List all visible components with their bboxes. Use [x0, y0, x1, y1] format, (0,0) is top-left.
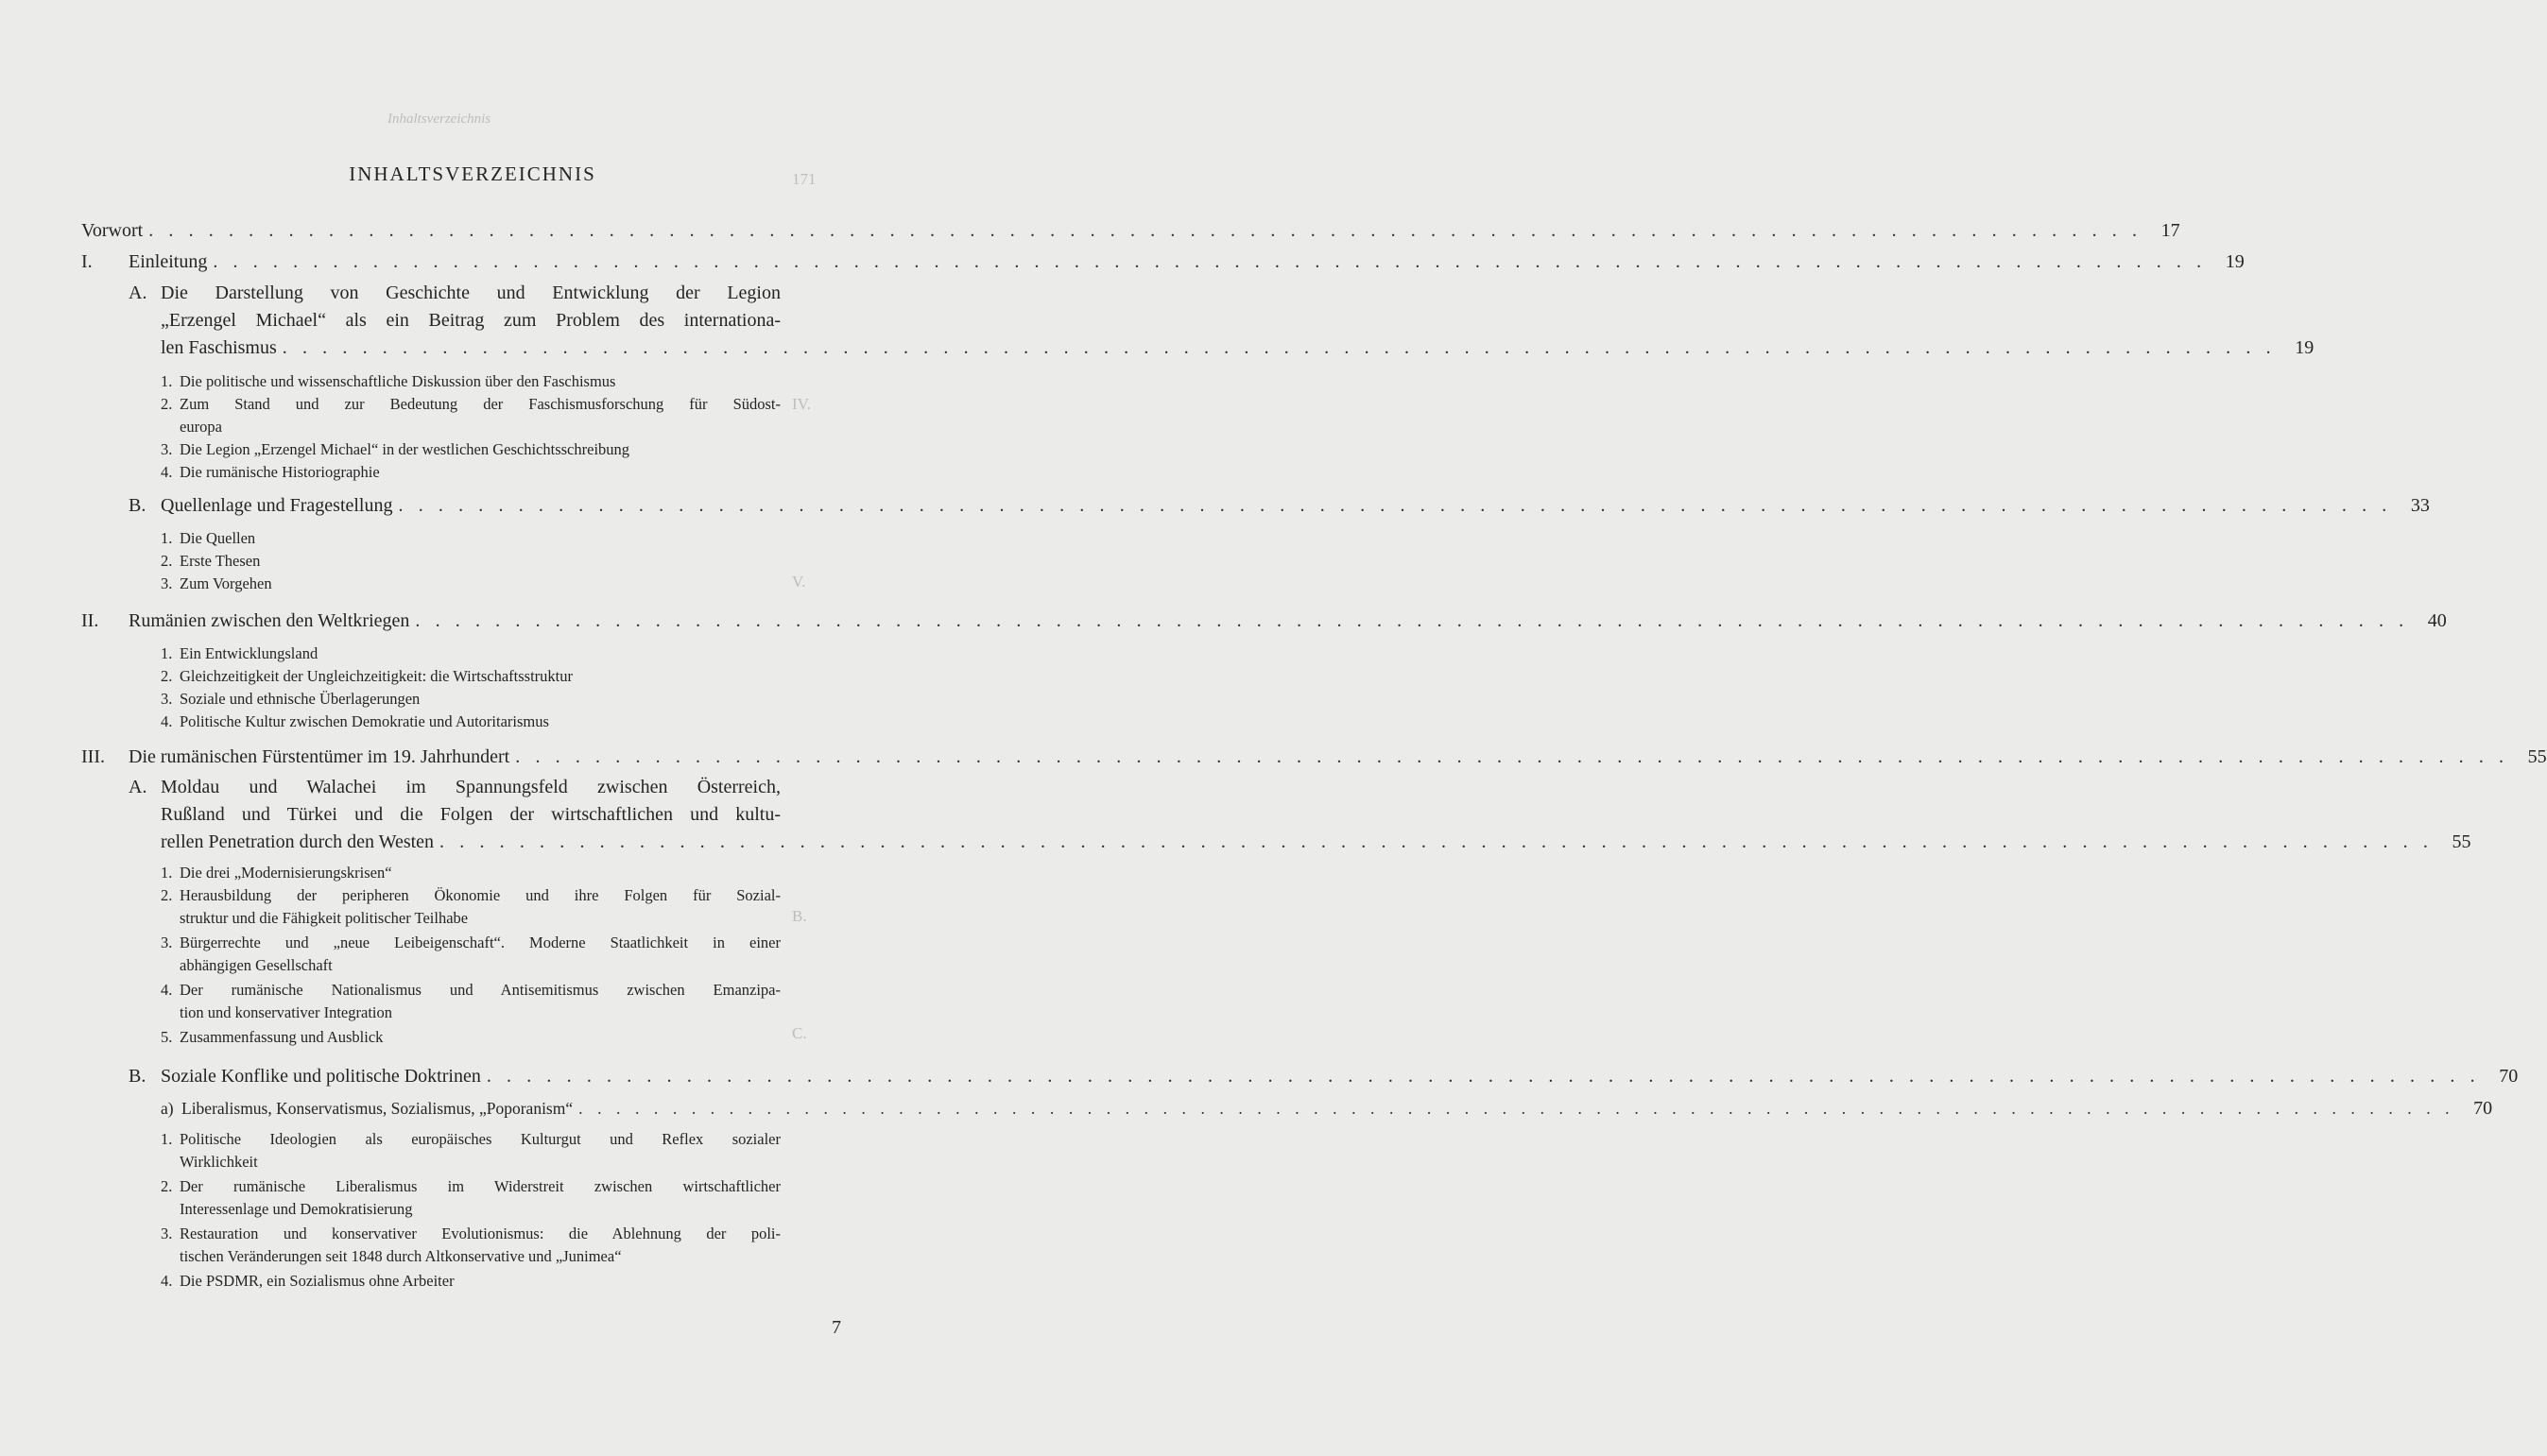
toc-subentry-continuation [180, 418, 222, 437]
toc-entry [129, 283, 781, 304]
toc-subentry [161, 934, 781, 952]
toc-entry-continuation [161, 831, 2471, 853]
toc-subentry [161, 981, 781, 1000]
toc-subentry [161, 1177, 781, 1196]
entry-number: 2. [161, 886, 173, 904]
toc-entry-continuation [161, 337, 2315, 359]
entry-title-line: abhängigen Gesellschaft [180, 956, 333, 974]
entry-number: 2. [161, 552, 173, 570]
toc-subentry [161, 529, 255, 548]
toc-subentry [161, 552, 260, 571]
entry-number: 4. [161, 463, 173, 481]
entry-number: a) [161, 1099, 174, 1118]
toc-subentry-continuation [180, 956, 333, 975]
entry-title-line: Herausbildung der peripheren Ökonomie und ihre Folgen für Sozial- [180, 886, 781, 904]
entry-title-line: Moldau und Walachei im Spannungsfeld zwischen Österreich, [161, 777, 781, 797]
dot-leader [415, 610, 2408, 632]
entry-title-line: Rußland und Türkei und die Folgen der wirtschaftlichen und kultu- [161, 804, 781, 825]
toc-subentry-continuation [180, 1153, 258, 1172]
entry-title: Rumänien zwischen den Weltkriegen [129, 610, 410, 631]
entry-number: B. [129, 495, 146, 516]
toc-entry [129, 777, 781, 798]
entry-title: Die politische und wissenschaftliche Diskussion über den Faschismus [180, 372, 616, 390]
entry-title: Die Legion „Erzengel Michael“ in der westlichen Geschichtsschreibung [180, 440, 630, 458]
entry-title: Vorwort [81, 220, 144, 241]
toc-subentry-continuation [180, 1003, 392, 1022]
entry-title-line: „Erzengel Michael“ als ein Beitrag zum Problem des internationa- [161, 310, 781, 331]
bleed-through-text: B. [792, 907, 807, 925]
entry-number: I. [81, 251, 93, 272]
bleed-through-text: C. [792, 1024, 807, 1042]
entry-title: Zum Vorgehen [180, 574, 272, 592]
entry-title-line: Zum Stand und zur Bedeutung der Faschismusforschung für Südost- [180, 395, 781, 413]
bleed-through-text: Inhaltsverzeichnis [387, 111, 491, 127]
entry-number: 4. [161, 1272, 173, 1290]
entry-title-line: struktur und die Fähigkeit politischer Teilhabe [180, 909, 469, 927]
entry-title-line: tion und konservativer Integration [180, 1003, 392, 1021]
entry-title-line: rellen Penetration durch den Westen [161, 831, 435, 852]
entry-number: 3. [161, 440, 173, 458]
toc-subentry [161, 372, 615, 391]
toc-subentry-continuation [180, 1200, 413, 1219]
toc-subentry [161, 1272, 455, 1291]
entry-title: Liberalismus, Konservatismus, Sozialismus, „Poporanism“ [181, 1099, 574, 1118]
page-number: 55 [2452, 831, 2471, 852]
entry-title-line: Die Darstellung von Geschichte und Entwicklung der Legion [161, 283, 781, 303]
entry-title: Soziale und ethnische Überlagerungen [180, 690, 421, 708]
entry-number: 2. [161, 395, 173, 413]
entry-title-line: Restauration und konservativer Evolutionismus: die Ablehnung der poli- [180, 1225, 781, 1242]
toc-subentry [161, 1028, 383, 1047]
dot-leader [399, 495, 2392, 517]
entry-number: 3. [161, 934, 173, 951]
bleed-through-text: IV. [792, 395, 811, 413]
toc-subentry [161, 690, 420, 709]
entry-title: Die rumänischen Fürstentümer im 19. Jahrhundert [129, 746, 510, 767]
entry-number: B. [129, 1066, 146, 1087]
toc-subentry-continuation [180, 1247, 622, 1266]
entry-title-line: Interessenlage und Demokratisierung [180, 1200, 413, 1218]
toc-entry [81, 610, 2447, 632]
entry-title-line: Bürgerrechte und „neue Leibeigenschaft“. Moderne Staatlichkeit in einer [180, 934, 781, 951]
toc-subentry [161, 574, 272, 593]
page-number: 55 [2527, 746, 2547, 767]
entry-number: 2. [161, 1177, 173, 1195]
entry-title: Die PSDMR, ein Sozialismus ohne Arbeiter [180, 1272, 455, 1290]
page-number: 70 [2473, 1098, 2493, 1119]
entry-number: II. [81, 610, 99, 631]
entry-title: Zusammenfassung und Ausblick [180, 1028, 384, 1046]
dot-leader [283, 337, 2276, 359]
entry-title: Ein Entwicklungsland [180, 644, 318, 662]
entry-number: 4. [161, 712, 173, 730]
toc-subentry [161, 440, 629, 459]
toc-subentry [161, 712, 549, 731]
entry-title-line: Wirklichkeit [180, 1153, 258, 1171]
page-number: 33 [2410, 495, 2430, 516]
toc-entry [129, 1066, 2519, 1088]
entry-title: Einleitung [129, 251, 208, 272]
toc-subentry-continuation [180, 909, 468, 928]
entry-number: 5. [161, 1028, 173, 1046]
page-number: 70 [2499, 1066, 2519, 1087]
entry-title: Erste Thesen [180, 552, 261, 570]
toc-subentry [161, 395, 781, 414]
toc-entry [81, 220, 2180, 242]
entry-title: Die rumänische Historiographie [180, 463, 380, 481]
entry-number: 1. [161, 529, 173, 547]
entry-title: Soziale Konflike und politische Doktrinen [161, 1066, 481, 1087]
entry-title: Die drei „Modernisierungskrisen“ [180, 864, 392, 882]
entry-number: 4. [161, 981, 173, 999]
toc-subentry [161, 644, 318, 663]
entry-title: Politische Kultur zwischen Demokratie und Autoritarismus [180, 712, 549, 730]
toc-subentry [161, 1225, 781, 1243]
page-number: 19 [2225, 251, 2245, 272]
entry-number: III. [81, 746, 105, 767]
entry-number: 3. [161, 574, 173, 592]
entry-title: Gleichzeitigkeit der Ungleichzeitigkeit: die Wirtschaftsstruktur [180, 667, 573, 685]
entry-title-line: tischen Veränderungen seit 1848 durch Altkonservative und „Junimea“ [180, 1247, 622, 1265]
bleed-through-text: 171 [792, 170, 817, 188]
entry-number: 1. [161, 864, 173, 882]
toc-entry [129, 495, 2430, 517]
toc-subentry [161, 886, 781, 905]
entry-title-line: Politische Ideologien als europäisches Kulturgut und Reflex sozialer [180, 1130, 781, 1148]
dot-leader [439, 831, 2433, 853]
toc-entry [81, 251, 2245, 273]
bleed-through-text: V. [792, 573, 806, 591]
entry-number: 3. [161, 1225, 173, 1242]
dot-leader [487, 1066, 2480, 1088]
toc-subentry [161, 864, 392, 882]
toc-entry-continuation [161, 804, 781, 826]
dot-leader [213, 251, 2206, 273]
toc-subentry [161, 1130, 781, 1149]
entry-title-line: Der rumänische Nationalismus und Antisemitismus zwischen Emanzipa- [180, 981, 781, 999]
entry-number: 1. [161, 1130, 173, 1148]
toc-subentry [161, 667, 573, 686]
entry-number: 1. [161, 372, 173, 390]
entry-title-line: europa [180, 418, 222, 436]
entry-title-line: Der rumänische Liberalismus im Widerstreit zwischen wirtschaftlicher [180, 1177, 781, 1195]
page-number: 40 [2427, 610, 2447, 631]
entry-number: 3. [161, 690, 173, 708]
toc-subentry [161, 1098, 2493, 1120]
dot-leader [515, 746, 2508, 768]
dot-leader [148, 220, 2142, 242]
entry-number: A. [129, 283, 147, 303]
entry-title-line: len Faschismus [161, 337, 277, 358]
entry-title: Quellenlage und Fragestellung [161, 495, 393, 516]
entry-number: 2. [161, 667, 173, 685]
entry-title: Die Quellen [180, 529, 256, 547]
page-title: INHALTSVERZEICHNIS [349, 163, 596, 185]
toc-subentry [161, 463, 380, 482]
dot-leader [578, 1099, 2454, 1119]
page-folio: 7 [832, 1317, 841, 1338]
entry-number: 1. [161, 644, 173, 662]
entry-number: A. [129, 777, 147, 797]
page-number: 17 [2160, 220, 2180, 241]
toc-entry [81, 746, 2547, 768]
toc-entry-continuation [161, 310, 781, 332]
page-number: 19 [2295, 337, 2315, 358]
